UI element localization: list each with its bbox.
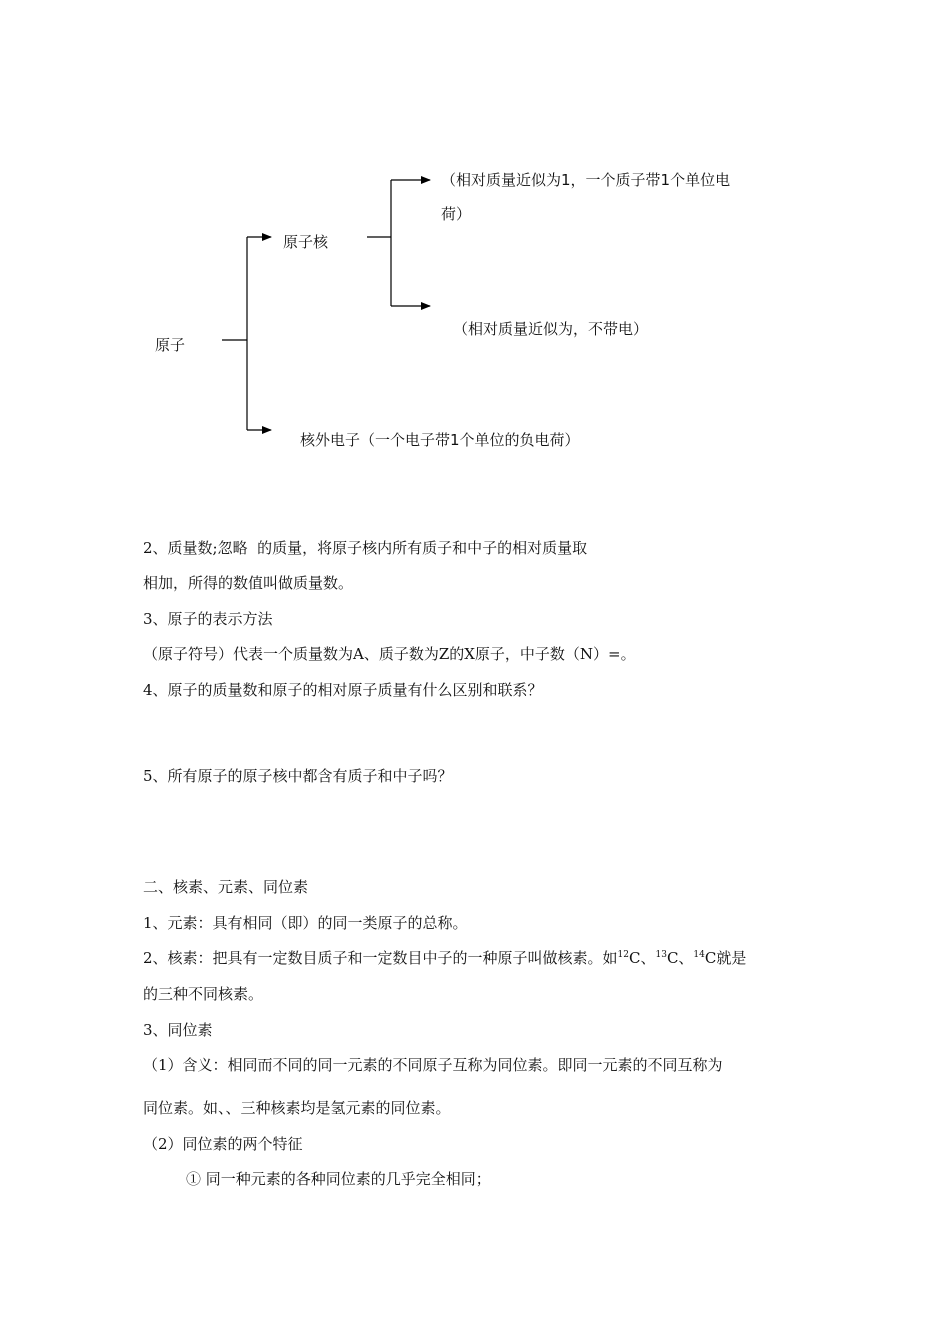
isotope-features-heading: （2）同位素的两个特征 — [143, 1135, 303, 1153]
isotope-example: 同位素。如、、三种核素均是氢元素的同位素。 — [143, 1099, 451, 1117]
isotope-feature-1: ① 同一种元素的各种同位素的几乎完全相同； — [186, 1170, 491, 1188]
atom-notation-text: （原子符号）代表一个质量数为A、质子数为Z的X原子，中子数（N）=。 — [143, 645, 636, 663]
isotope-mass-13: 13 — [655, 950, 667, 960]
nucleus-label: 原子核 — [283, 233, 329, 251]
isotope-mass-14: 14 — [693, 950, 705, 960]
element-definition: 1、元素：具有相同（即）的同一类原子的总称。 — [143, 914, 468, 932]
electron-label: 核外电子（一个电子带1个单位的负电荷） — [300, 431, 580, 449]
proton-label-line1: （相对质量近似为1，一个质子带1个单位电 — [441, 171, 731, 189]
isotope-meaning — [143, 1054, 723, 1075]
atom-structure-diagram — [0, 0, 950, 480]
isotope-meaning-part2: 素的不同互称为 — [617, 1056, 723, 1074]
carbon-12-text: C、 — [629, 949, 656, 967]
nuclide-text: 2、核素：把具有一定数目质子和一定数目中子的一种原子叫做核素。如 — [143, 949, 618, 967]
atom-notation-heading: 3、原子的表示方法 — [143, 610, 273, 628]
carbon-13-text: C、 — [666, 949, 694, 967]
isotope-heading: 3、同位素 — [143, 1021, 213, 1039]
mass-number-text: 2、质量数;忽略 的质量，将原子核内所有质子和中子的相对质量取 — [143, 539, 588, 557]
section-heading: 二、核素、元素、同位素 — [143, 878, 309, 896]
proton-label-line2: 荷） — [441, 205, 472, 223]
isotope-meaning-part1: （1）含义：相同而不同的同一元素的不同原子互称为同位素。即同一元 — [143, 1056, 618, 1074]
isotope-mass-12: 12 — [617, 950, 629, 960]
question-5: 5、所有原子的原子核中都含有质子和中子吗？ — [143, 767, 453, 785]
neutron-label: （相对质量近似为，不带电） — [453, 320, 649, 338]
atom-label: 原子 — [155, 336, 186, 354]
carbon-14-text: C就是 — [704, 949, 747, 967]
mass-number-text-cont: 相加，所得的数值叫做质量数。 — [143, 574, 354, 592]
nuclide-definition — [143, 947, 746, 968]
question-4: 4、原子的质量数和原子的相对原子质量有什么区别和联系？ — [143, 681, 543, 699]
nuclide-definition-cont: 的三种不同核素。 — [143, 985, 264, 1003]
